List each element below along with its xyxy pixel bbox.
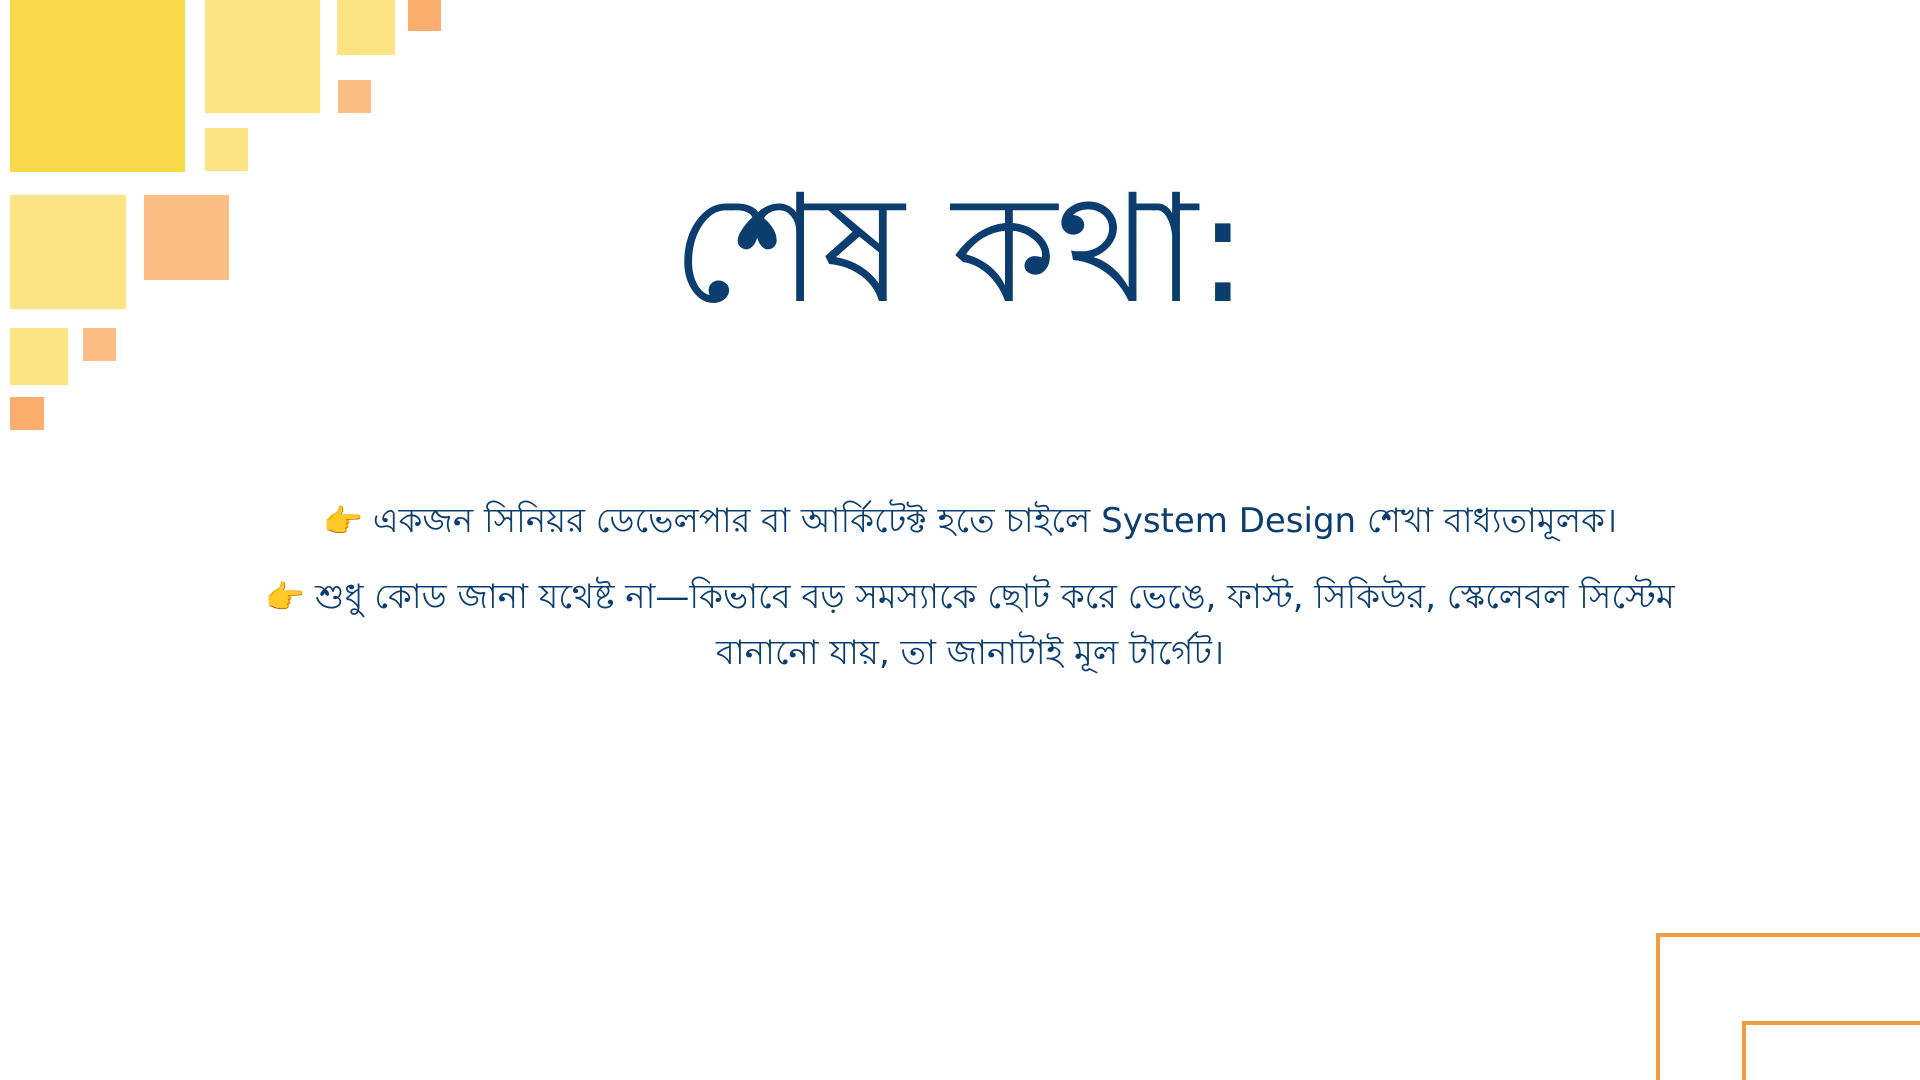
- pointing-hand-icon: 👉: [265, 578, 306, 616]
- decor-square: [205, 0, 320, 113]
- decor-square: [408, 0, 441, 31]
- decor-line-frame: [1742, 1021, 1920, 1080]
- pointing-hand-icon: 👉: [322, 502, 363, 540]
- bullet-item: [260, 569, 1680, 681]
- decor-square: [338, 80, 371, 113]
- bullet-text: শুধু কোড জানা যথেষ্ট না—কিভাবে বড় সমস্যাকে ছোট করে ভেঙে, ফাস্ট, সিকিউর, স্কেলেবল সিস্টেম বানানো যায়, তা জানাটাই মূল টার্গেট।: [315, 577, 1675, 673]
- decor-square: [10, 397, 44, 430]
- decor-square: [10, 0, 185, 172]
- bullet-item: [260, 493, 1680, 549]
- decor-square: [337, 0, 395, 55]
- decorative-lines-bottom-right: [1620, 840, 1920, 1080]
- bullet-list: [260, 493, 1680, 701]
- slide-title: শেষ কথা:: [671, 163, 1249, 337]
- decor-square: [10, 328, 68, 385]
- bullet-text: একজন সিনিয়র ডেভেলপার বা আর্কিটেক্ট হতে চাইলে System Design শেখা বাধ্যতামূলক।: [372, 501, 1618, 541]
